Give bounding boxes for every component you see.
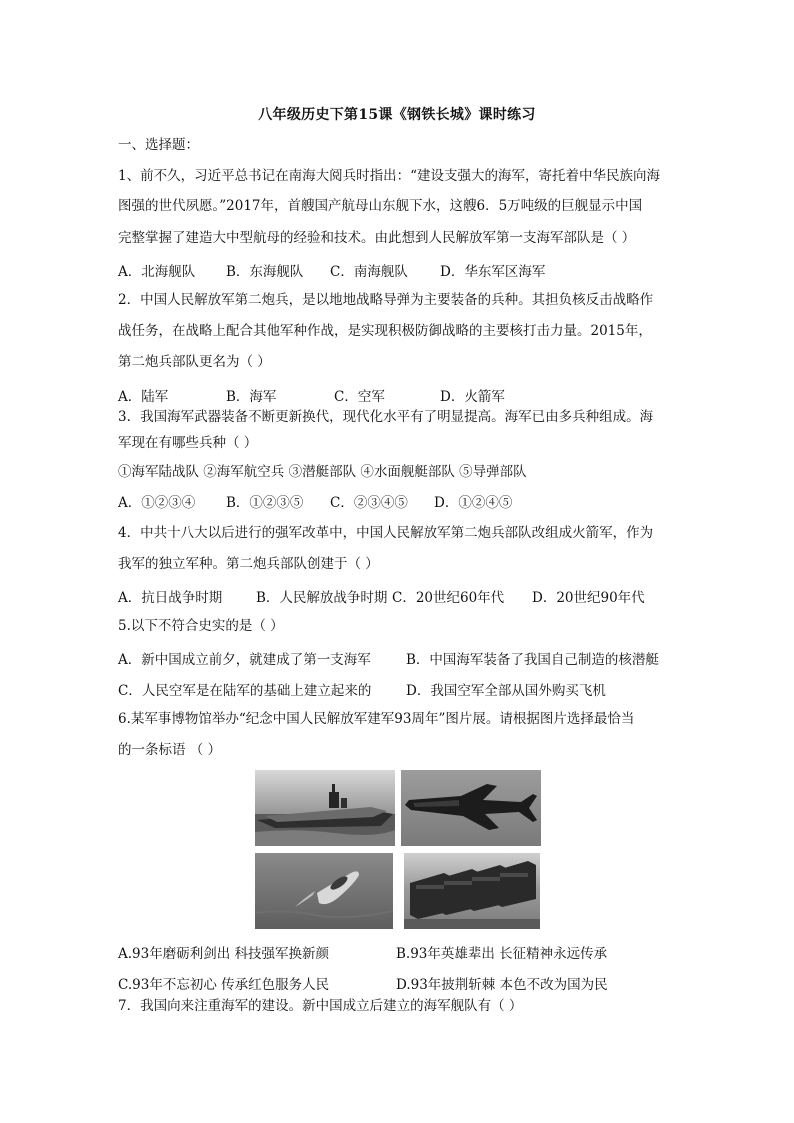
q4-option-b: B．人民解放战争时期 (256, 590, 388, 606)
q3-line-1: 3．我国海军武器装备不断更新换代，现代化水平有了明显提高。海军已由多兵种组成。海 (118, 409, 654, 425)
q1-option-a: A．北海舰队 (118, 264, 196, 280)
q4-line-1: 4．中共十八大以后进行的强军改革中，中国人民解放军第二炮兵部队改组成火箭军，作为 (118, 525, 654, 541)
q2-options (118, 385, 718, 403)
q1-option-c: C．南海舰队 (330, 264, 408, 280)
q3-option-b: B．①②③⑤ (226, 495, 304, 511)
q3-option-d: D．①②④⑤ (434, 495, 513, 511)
q2-line-1: 2．中国人民解放军第二炮兵，是以地地战略导弹为主要装备的兵种。其担负核反击战略作 (118, 292, 654, 308)
q3-option-c: C．②③④⑤ (330, 495, 408, 511)
fighter-jet-photo (401, 770, 541, 846)
q1-line-1: 1、前不久，习近平总书记在南海大阅兵时指出：“建设支强大的海军，寄托着中华民族向海 (118, 168, 660, 184)
q4-line-2: 我军的独立军种。第二炮兵部队创建于（ ） (118, 556, 379, 572)
q1-line-2: 图强的世代夙愿。”2017年，首艘国产航母山东舰下水，这艘6．5万吨级的巨舰显示中国 (118, 198, 643, 214)
q6-option-a: A.93年磨砺利剑出 科技强军换新颜 (118, 946, 330, 962)
q2-option-a: A．陆军 (118, 389, 169, 405)
q5-options-row-1 (118, 648, 718, 666)
q6-option-c: C.93年不忘初心 传承红色服务人民 (118, 977, 330, 993)
q3-options (118, 491, 718, 509)
q5-options-row-2 (118, 679, 718, 697)
q4-options (118, 586, 718, 604)
q6-line-1: 6.某军事博物馆举办“纪念中国人民解放军建军93周年”图片展。请根据图片选择最恰当 (118, 711, 635, 727)
q1-line-3: 完整掌握了建造大中型航母的经验和技术。由此想到人民解放军第一支海军部队是（ ） (118, 230, 636, 246)
q1-option-b: B．东海舰队 (226, 264, 304, 280)
q6-options-row-1 (118, 942, 718, 960)
q2-line-2: 战任务，在战略上配合其他军种作战，是实现积极防御战略的主要核打击力量。2015年， (118, 323, 652, 339)
page-title: 八年级历史下第15课《钢铁长城》课时练习 (258, 107, 536, 123)
q2-line-3: 第二炮兵部队更名为（ ） (118, 354, 271, 370)
q6-line-2: 的一条标语 （ ） (118, 742, 222, 758)
q6-option-d: D.93年披荆斩棘 本色不改为国为民 (396, 977, 608, 993)
q4-option-d: D．20世纪90年代 (532, 590, 645, 606)
section-heading: 一、选择题： (118, 137, 199, 153)
q6-options-row-2 (118, 973, 718, 991)
q2-option-b: B．海军 (226, 389, 277, 405)
q1-options (118, 260, 718, 278)
q3-line-2: 军现在有哪些兵种（ ） (118, 435, 258, 451)
q4-option-c: C．20世纪60年代 (392, 590, 505, 606)
aircraft-carrier-photo (255, 770, 395, 846)
q7-line-1: 7．我国向来注重海军的建设。新中国成立后建立的海军舰队有（ ） (118, 998, 523, 1014)
q5-option-a: A．新中国成立前夕，就建成了第一支海军 (118, 652, 371, 668)
q5-option-c: C．人民空军是在陆军的基础上建立起来的 (118, 683, 372, 699)
submarine-photo (255, 853, 393, 929)
q2-option-d: D．火箭军 (440, 389, 505, 405)
q3-option-a: A．①②③④ (118, 495, 196, 511)
missile-launcher-photo (404, 853, 540, 929)
q4-option-a: A．抗日战争时期 (118, 590, 223, 606)
q3-items: ①海军陆战队 ②海军航空兵 ③潜艇部队 ④水面舰艇部队 ⑤导弹部队 (118, 464, 527, 480)
q5-option-d: D．我国空军全部从国外购买飞机 (406, 683, 606, 699)
q5-line-1: 5.以下不符合史实的是（ ） (118, 618, 284, 634)
q6-option-b: B.93年英雄辈出 长征精神永远传承 (396, 946, 608, 962)
q2-option-c: C．空军 (334, 389, 385, 405)
q1-option-d: D．华东军区海军 (440, 264, 546, 280)
q5-option-b: B．中国海军装备了我国自己制造的核潜艇 (406, 652, 659, 668)
